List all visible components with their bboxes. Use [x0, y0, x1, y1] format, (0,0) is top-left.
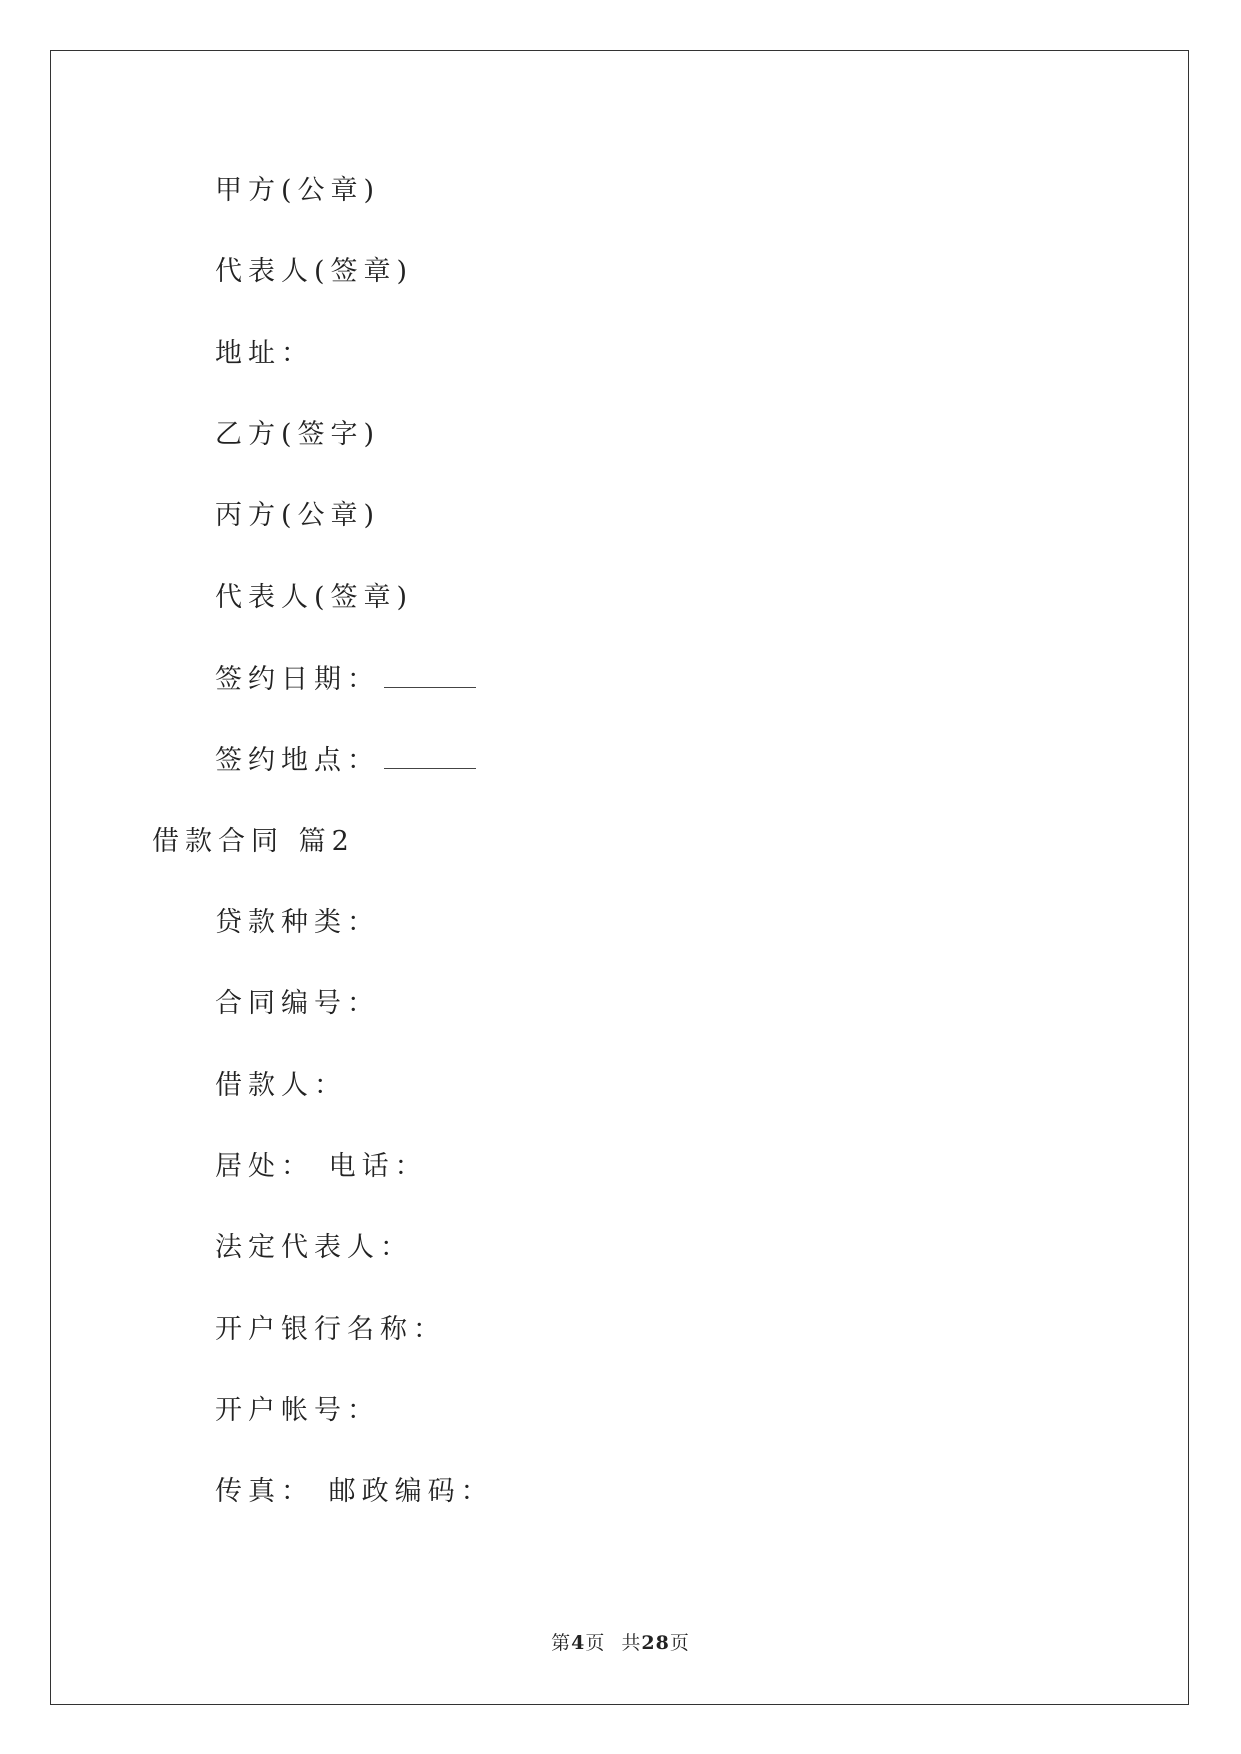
footer-total-prefix: 共 — [621, 1632, 642, 1654]
loan-type-line: 贷款种类： — [215, 907, 380, 938]
footer-page-number: 4 — [571, 1632, 586, 1654]
party-c-representative-line: 代表人(签章) — [215, 582, 414, 613]
borrower-line: 借款人： — [215, 1070, 347, 1101]
signing-date-blank — [384, 665, 476, 688]
address-line: 地址： — [215, 338, 314, 369]
page-border — [50, 50, 1189, 1705]
page-footer — [0, 1628, 1241, 1655]
signing-place-blank — [384, 746, 476, 769]
party-c-seal-line: 丙方(公章) — [215, 500, 381, 531]
signing-date-label: 签约日期： — [215, 664, 380, 695]
bank-name-line: 开户银行名称： — [215, 1314, 446, 1345]
fax-postcode-line: 传真： 邮政编码： — [215, 1476, 494, 1507]
party-b-signature-line: 乙方(签字) — [215, 419, 381, 450]
footer-total-suffix: 页 — [669, 1632, 690, 1654]
contract-number-line: 合同编号： — [215, 988, 380, 1019]
party-a-representative-line: 代表人(签章) — [215, 256, 414, 287]
legal-representative-line: 法定代表人： — [215, 1232, 413, 1263]
signing-place-label: 签约地点： — [215, 745, 380, 776]
footer-page-prefix: 第 — [551, 1632, 572, 1654]
signing-place-line — [215, 746, 476, 774]
signing-date-line — [215, 665, 476, 693]
section-heading: 借款合同 篇2 — [152, 826, 355, 857]
footer-total-pages: 28 — [641, 1632, 670, 1654]
residence-phone-line: 居处： 电话： — [215, 1151, 428, 1182]
footer-page-suffix: 页 — [585, 1632, 606, 1654]
bank-account-line: 开户帐号： — [215, 1395, 380, 1426]
party-a-seal-line: 甲方(公章) — [215, 175, 381, 206]
